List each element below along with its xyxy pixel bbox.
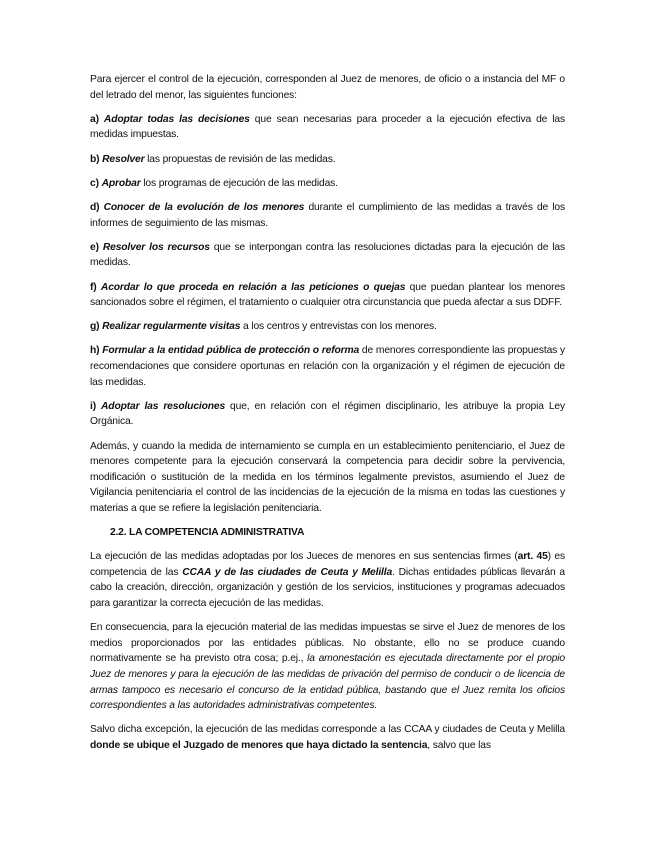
bold-span: donde se ubique el Juzgado de menores que haya dictado la sentencia [90,739,428,751]
text-span: Salvo dicha excepción, la ejecución de las medidas corresponde a las CCAA y ciudades de Ceuta y Melilla [90,724,565,736]
text-span: . Dichas entidades públicas llevarán a cabo la creación, dirección, organización y gestión de los servicios, instituciones y programas adecuados para garantizar la correcta ejecución de las medidas. [90,566,565,609]
intro-paragraph: Para ejercer el control de la ejecución, corresponden al Juez de menores, de oficio o a instancia del MF o del letrado del menor, las siguientes funciones: [90,74,565,101]
ademas-paragraph: Además, y cuando la medida de internamiento se cumpla en un establecimiento penitenciario, el Juez de menores competente para la ejecución conservará la competencia para decidir sobre la pervivencia, modificación o sustitución de la medida en los términos legalmente previstos, asumiendo el Juez de Vigilancia penitenciaria el control de las incidencias de la ejecución de la misma en todas las cuestiones y materias a que se refiere la legislación penitenciaria. [90,440,565,514]
text-span: En consecuencia, para la ejecución material de las medidas impuestas se sirve el Juez de menores de los medios proporcionados por las entidades públicas. No obstante, ello no se produce cuando normativamente se ha previsto otra cosa; p.ej., [90,622,565,665]
item-text: de menores correspondiente las propuestas y recomendaciones que considere oportunas en relación con la organización y el régimen de ejecución de las medidas. [90,345,565,388]
item-text: que se interpongan contra las resoluciones dictadas para la ejecución de las medidas. [90,241,565,269]
item-label: c) [90,177,99,189]
italic-span: la amonestación es ejecutada directamente por el propio Juez de menores y para la ejecución de las medidas de privación del permiso de conducir o de licencia de armas tampoco es necesario el concurso de la entidad pública, bastando que el Juez remita los oficios correspondientes a las autoridades administrativas competentes. [90,653,565,712]
item-emphasis: Resolver [102,153,145,165]
item-label: h) [90,345,100,357]
list-item-g [90,319,565,335]
item-emphasis: Adoptar todas las decisiones [103,113,250,125]
item-label: e) [90,241,99,253]
list-item-c [90,176,565,192]
item-label: d) [90,201,100,213]
article-reference: art. 45 [517,551,548,563]
item-emphasis: Adoptar las resoluciones [101,400,226,412]
text-span: La ejecución de las medidas adoptadas por los Jueces de menores en sus sentencias firmes ( [90,551,518,563]
item-label: a) [90,113,99,125]
item-text: durante el cumplimiento de las medidas a través de los informes de seguimiento de las mismas. [90,201,566,229]
item-emphasis: Resolver los recursos [102,241,210,253]
item-emphasis: Conocer de la evolución de los menores [103,201,305,213]
list-item-e [90,240,565,271]
item-text: que puedan plantear los menores sancionados sobre el régimen, el tratamiento o cualquier otra circunstancia que pueda afectar a sus DDFF. [90,281,565,309]
item-text: las propuestas de revisión de las medidas. [144,153,336,165]
item-text: que sean necesarias para proceder a la ejecución efectiva de las medidas impuestas. [90,113,565,141]
item-label: i) [90,400,96,412]
list-item-b [90,152,565,168]
text-span: ) es competencia de las [90,551,565,578]
consecuencia-paragraph [90,620,565,714]
item-text: a los centros y entrevistas con los menores. [240,321,437,333]
item-text: los programas de ejecución de las medidas. [140,177,338,189]
item-emphasis: Acordar lo que proceda en relación a las peticiones o quejas [100,281,406,293]
list-item-d [90,200,565,231]
emphasis-span: CCAA y de las ciudades de Ceuta y Melilla [182,566,393,578]
document-page [90,72,565,762]
salvo-paragraph [90,722,565,753]
list-item-h [90,343,565,390]
section-heading: 2.2. LA COMPETENCIA ADMINISTRATIVA [110,527,305,539]
list-item-a [90,112,565,143]
ejecucion-paragraph [90,549,565,611]
item-emphasis: Realizar regularmente visitas [102,321,241,333]
item-label: f) [90,281,97,293]
item-emphasis: Formular a la entidad pública de protección o reforma [102,345,360,357]
list-item-f [90,280,565,311]
item-emphasis: Aprobar [101,177,141,189]
item-label: b) [90,153,100,165]
item-label: g) [90,321,100,333]
item-text: que, en relación con el régimen disciplinario, les atribuye la propia Ley Orgánica. [90,400,565,428]
text-span: , salvo que las [427,739,491,751]
list-item-i [90,399,565,430]
